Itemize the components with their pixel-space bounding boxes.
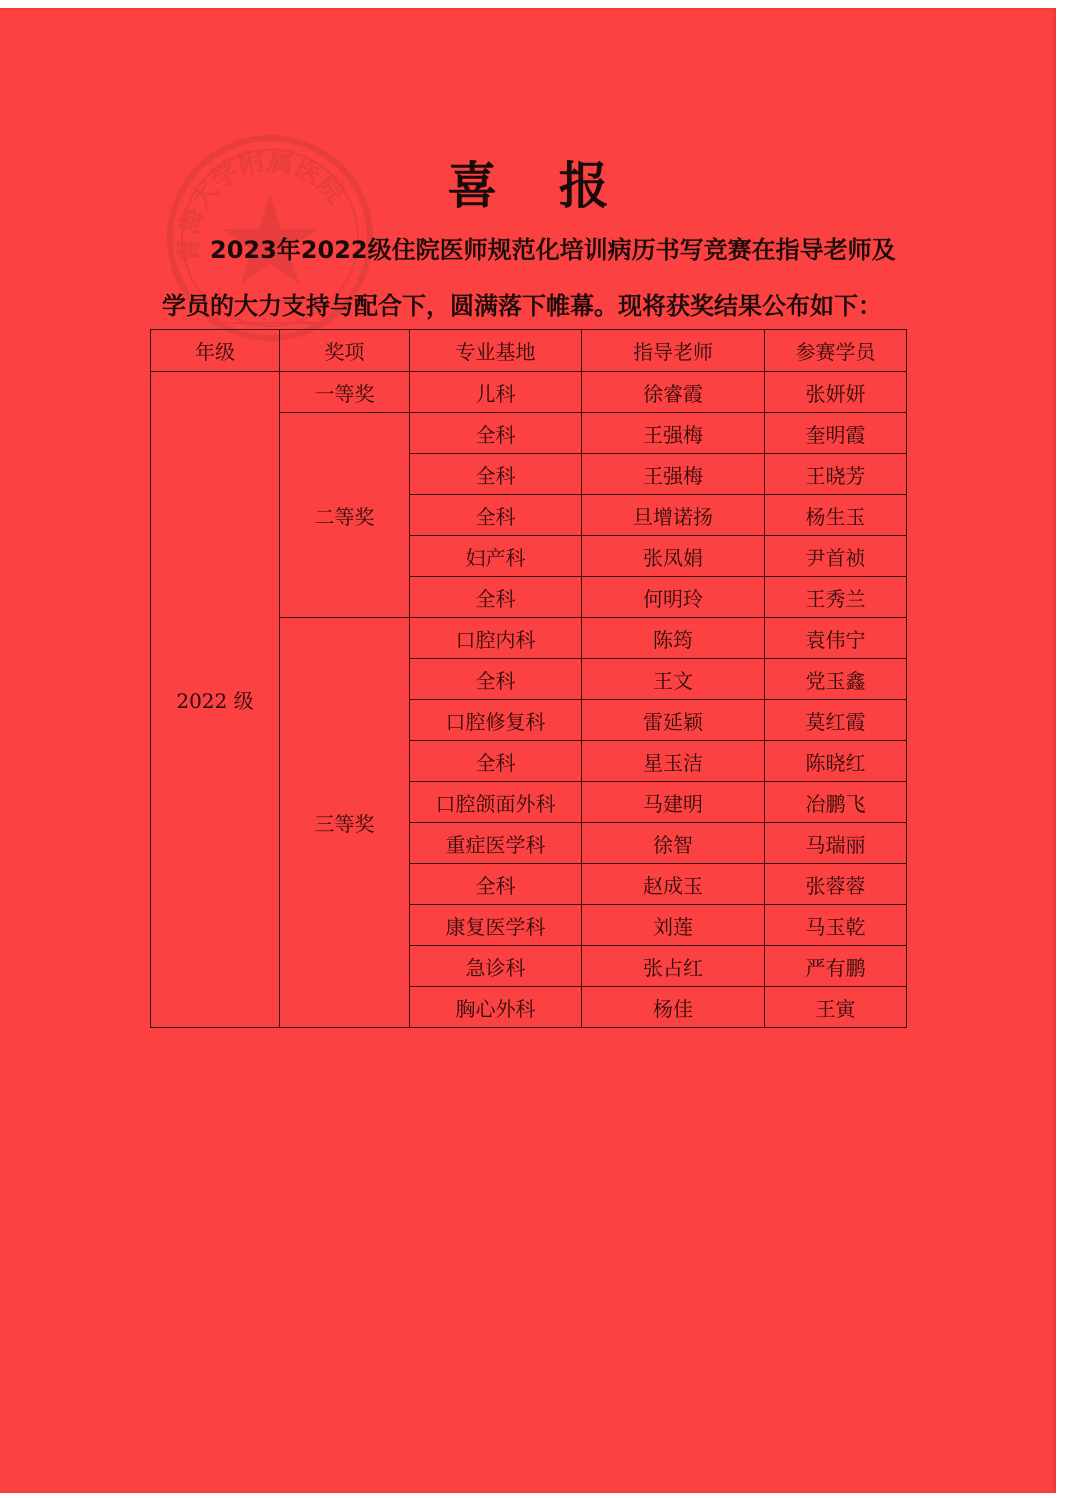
student-cell: 党玉鑫 bbox=[765, 659, 907, 700]
teacher-cell: 雷延颖 bbox=[582, 700, 765, 741]
grade-cell: 2022 级 bbox=[151, 372, 280, 1028]
teacher-cell: 杨佳 bbox=[582, 987, 765, 1028]
dept-cell: 康复医学科 bbox=[410, 905, 582, 946]
dept-cell: 口腔内科 bbox=[410, 618, 582, 659]
student-cell: 杨生玉 bbox=[765, 495, 907, 536]
teacher-cell: 王强梅 bbox=[582, 454, 765, 495]
header-student: 参赛学员 bbox=[765, 330, 907, 372]
award-first: 一等奖 bbox=[280, 372, 410, 413]
page-title: 喜 报 bbox=[447, 157, 631, 215]
dept-cell: 口腔修复科 bbox=[410, 700, 582, 741]
teacher-cell: 何明玲 bbox=[582, 577, 765, 618]
award-results-table bbox=[150, 329, 907, 1028]
student-cell: 奎明霞 bbox=[765, 413, 907, 454]
teacher-cell: 张占红 bbox=[582, 946, 765, 987]
dept-cell: 口腔颌面外科 bbox=[410, 782, 582, 823]
student-cell: 严有鹏 bbox=[765, 946, 907, 987]
award-second: 二等奖 bbox=[280, 413, 410, 618]
table-row bbox=[151, 372, 907, 413]
dept-cell: 全科 bbox=[410, 413, 582, 454]
header-department: 专业基地 bbox=[410, 330, 582, 372]
dept-cell: 全科 bbox=[410, 864, 582, 905]
teacher-cell: 徐智 bbox=[582, 823, 765, 864]
teacher-cell: 马建明 bbox=[582, 782, 765, 823]
teacher-cell: 星玉洁 bbox=[582, 741, 765, 782]
student-cell: 尹首祯 bbox=[765, 536, 907, 577]
dept-cell: 全科 bbox=[410, 577, 582, 618]
teacher-cell: 王强梅 bbox=[582, 413, 765, 454]
student-cell: 袁伟宁 bbox=[765, 618, 907, 659]
student-cell: 陈晓红 bbox=[765, 741, 907, 782]
dept-cell: 全科 bbox=[410, 659, 582, 700]
student-cell: 张妍妍 bbox=[765, 372, 907, 413]
teacher-cell: 陈筠 bbox=[582, 618, 765, 659]
student-cell: 王秀兰 bbox=[765, 577, 907, 618]
teacher-cell: 王文 bbox=[582, 659, 765, 700]
dept-cell: 全科 bbox=[410, 454, 582, 495]
student-cell: 王寅 bbox=[765, 987, 907, 1028]
teacher-cell: 张凤娟 bbox=[582, 536, 765, 577]
dept-cell: 急诊科 bbox=[410, 946, 582, 987]
header-grade: 年级 bbox=[151, 330, 280, 372]
teacher-cell: 徐睿霞 bbox=[582, 372, 765, 413]
intro-line-2: 学员的大力支持与配合下，圆满落下帷幕。现将获奖结果公布如下： bbox=[162, 292, 882, 320]
student-cell: 王晓芳 bbox=[765, 454, 907, 495]
award-third: 三等奖 bbox=[280, 618, 410, 1028]
table-header-row bbox=[151, 330, 907, 372]
intro-line-1: 2023年2022级住院医师规范化培训病历书写竞赛在指导老师及 bbox=[210, 236, 896, 264]
dept-cell: 重症医学科 bbox=[410, 823, 582, 864]
header-teacher: 指导老师 bbox=[582, 330, 765, 372]
header-award: 奖项 bbox=[280, 330, 410, 372]
teacher-cell: 刘莲 bbox=[582, 905, 765, 946]
dept-cell: 儿科 bbox=[410, 372, 582, 413]
student-cell: 马瑞丽 bbox=[765, 823, 907, 864]
teacher-cell: 旦增诺扬 bbox=[582, 495, 765, 536]
student-cell: 莫红霞 bbox=[765, 700, 907, 741]
student-cell: 马玉乾 bbox=[765, 905, 907, 946]
scan-margin bbox=[1056, 0, 1080, 1498]
dept-cell: 全科 bbox=[410, 741, 582, 782]
dept-cell: 妇产科 bbox=[410, 536, 582, 577]
student-cell: 冶鹏飞 bbox=[765, 782, 907, 823]
dept-cell: 全科 bbox=[410, 495, 582, 536]
dept-cell: 胸心外科 bbox=[410, 987, 582, 1028]
student-cell: 张蓉蓉 bbox=[765, 864, 907, 905]
svg-text:青海大学附属医院: 青海大学附属医院 bbox=[174, 146, 351, 265]
teacher-cell: 赵成玉 bbox=[582, 864, 765, 905]
